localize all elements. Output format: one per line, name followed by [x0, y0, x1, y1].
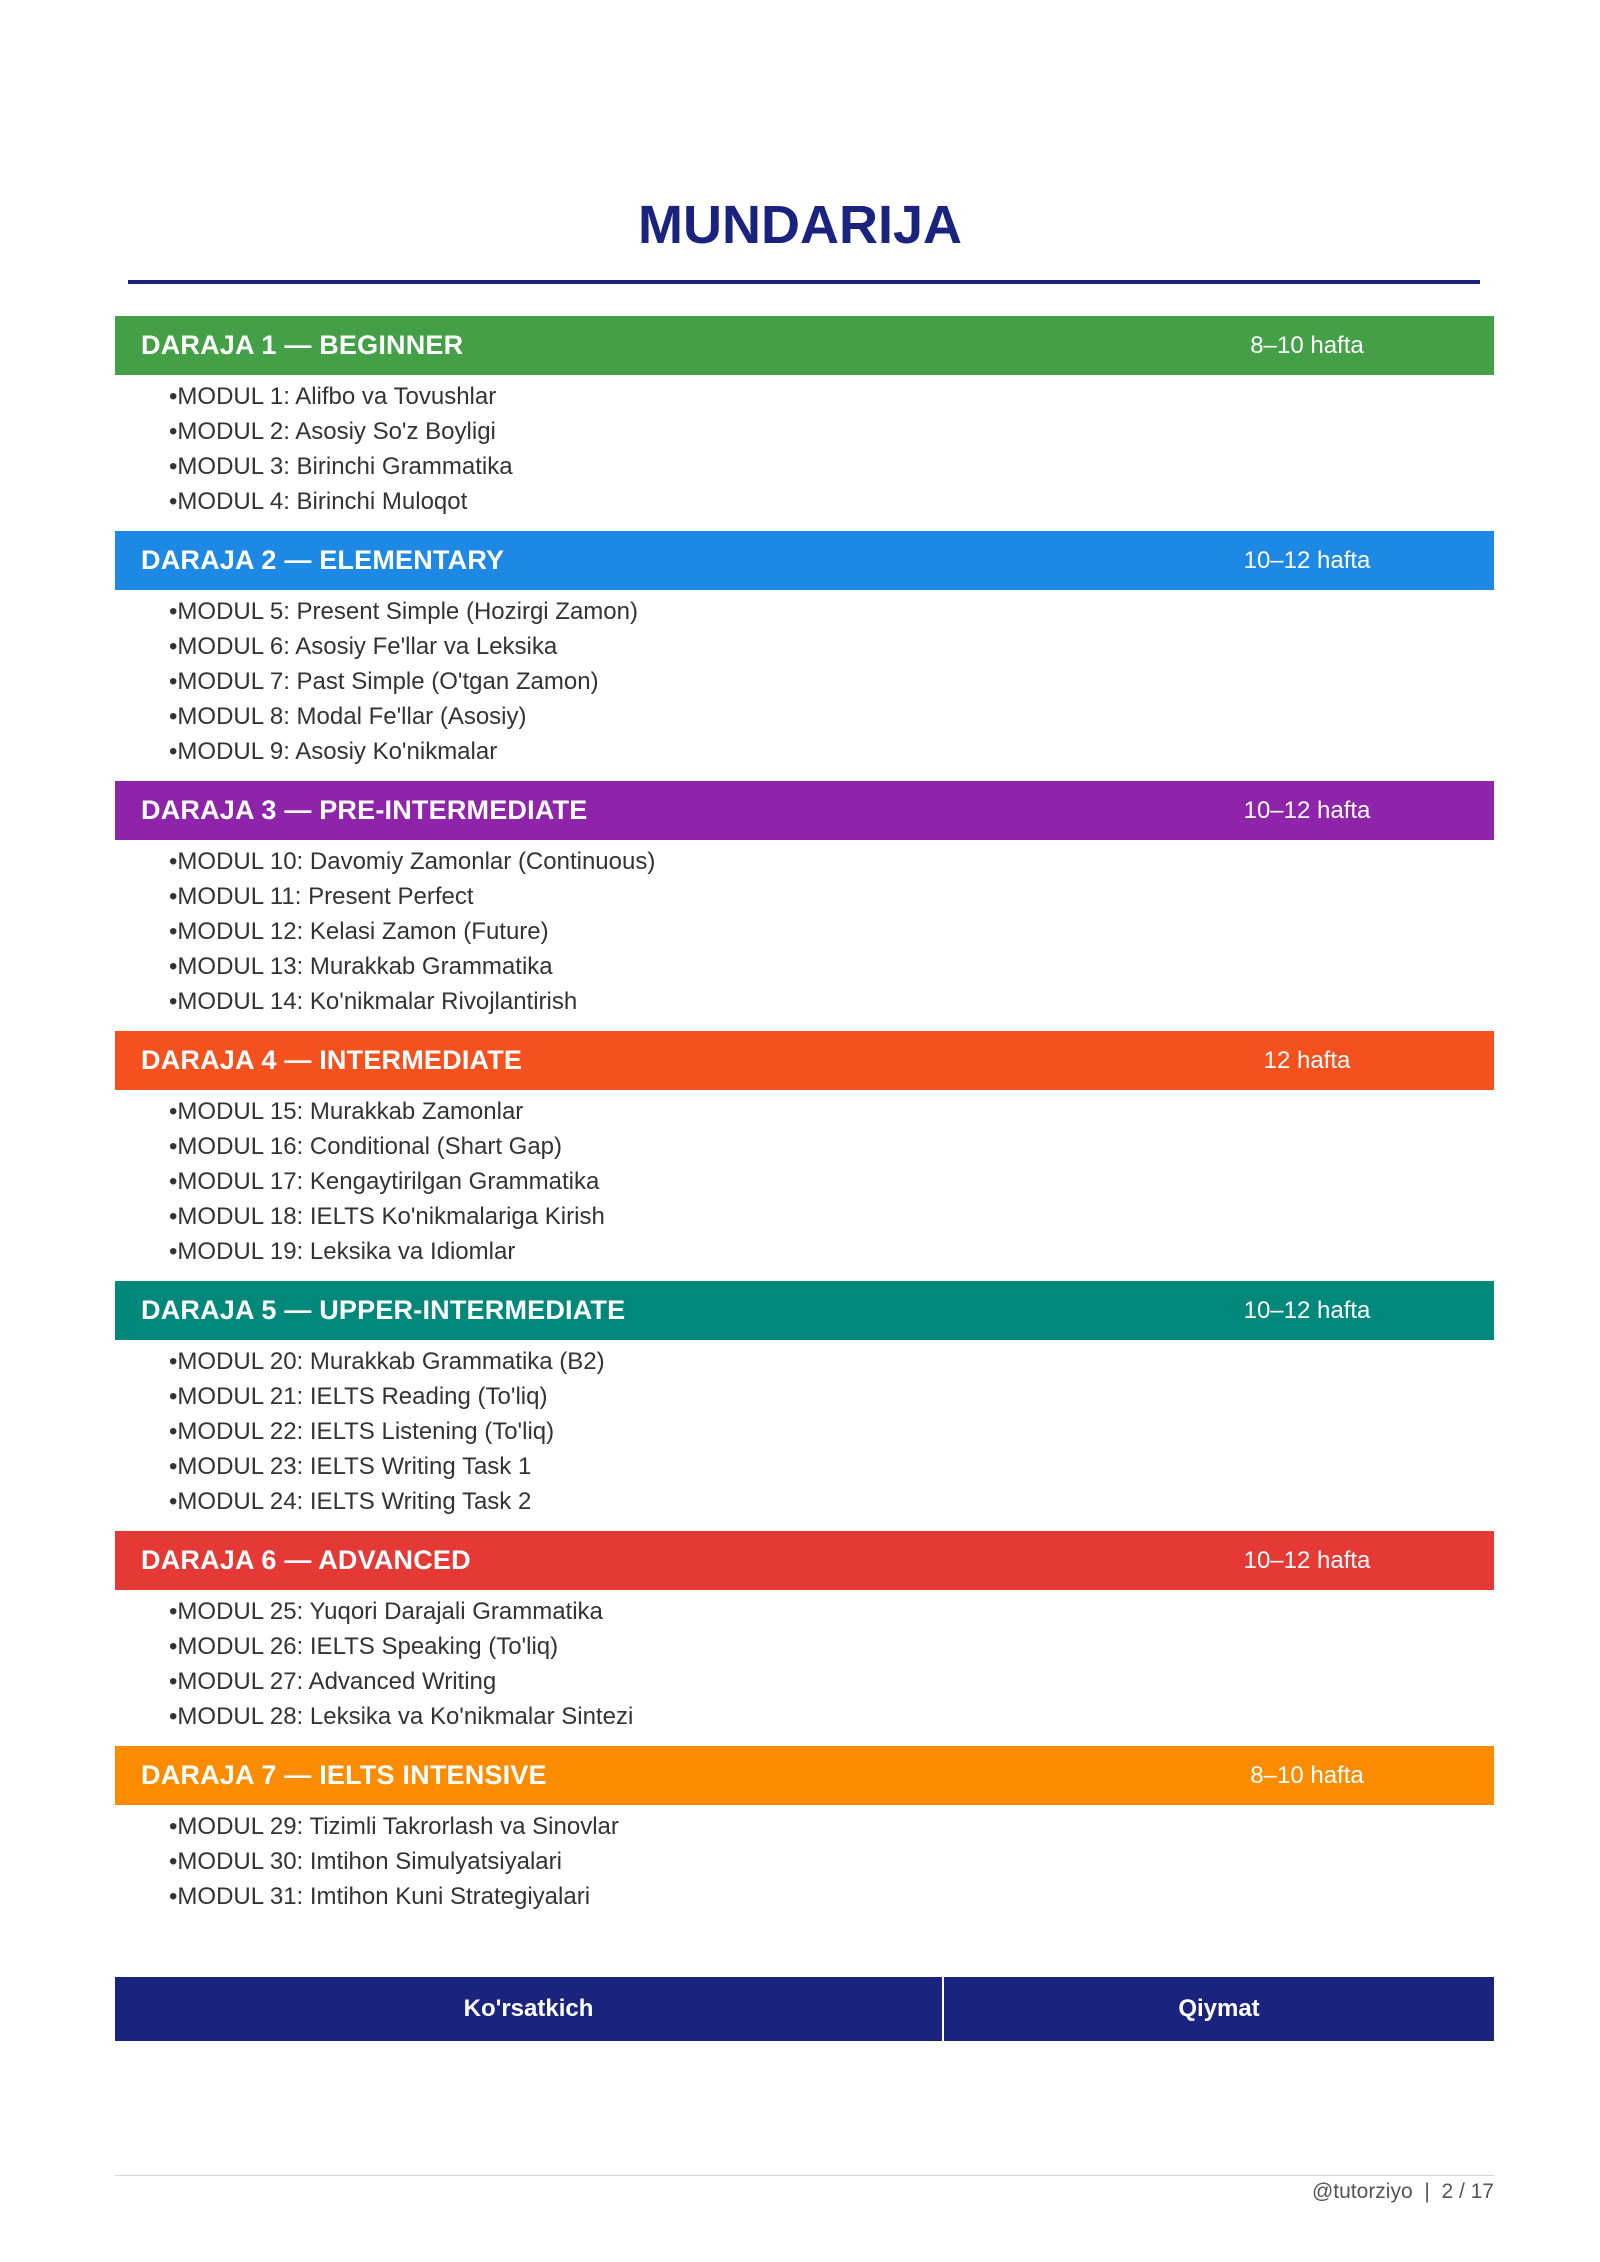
module-item[interactable]: • MODUL 7: Past Simple (O'tgan Zamon) — [169, 664, 1494, 699]
level-title: DARAJA 5 — UPPER-INTERMEDIATE — [141, 1295, 626, 1325]
level-header[interactable] — [115, 531, 1494, 590]
level-section — [115, 781, 1494, 1031]
module-item[interactable]: • MODUL 5: Present Simple (Hozirgi Zamon) — [169, 594, 1494, 629]
module-item[interactable]: • MODUL 14: Ko'nikmalar Rivojlantirish — [169, 984, 1494, 1019]
level-title: DARAJA 7 — IELTS INTENSIVE — [141, 1760, 547, 1790]
level-duration: 10–12 hafta — [1243, 796, 1371, 824]
level-title: DARAJA 6 — ADVANCED — [141, 1545, 471, 1575]
module-item[interactable]: • MODUL 18: IELTS Ko'nikmalariga Kirish — [169, 1199, 1494, 1234]
level-section — [115, 1746, 1494, 1926]
module-list — [115, 590, 1494, 781]
level-duration: 8–10 hafta — [1250, 331, 1364, 359]
level-header[interactable] — [115, 1031, 1494, 1090]
module-item[interactable]: • MODUL 6: Asosiy Fe'llar va Leksika — [169, 629, 1494, 664]
module-item[interactable]: • MODUL 30: Imtihon Simulyatsiyalari — [169, 1844, 1494, 1879]
module-item[interactable]: • MODUL 27: Advanced Writing — [169, 1664, 1494, 1699]
level-duration: 8–10 hafta — [1250, 1761, 1364, 1789]
module-list — [115, 1340, 1494, 1531]
module-item[interactable]: • MODUL 4: Birinchi Muloqot — [169, 484, 1494, 519]
title-divider — [128, 280, 1480, 284]
module-item[interactable]: • MODUL 15: Murakkab Zamonlar — [169, 1094, 1494, 1129]
level-duration: 12 hafta — [1263, 1046, 1351, 1074]
module-item[interactable]: • MODUL 22: IELTS Listening (To'liq) — [169, 1414, 1494, 1449]
module-item[interactable]: • MODUL 31: Imtihon Kuni Strategiyalari — [169, 1879, 1494, 1914]
module-item[interactable]: • MODUL 11: Present Perfect — [169, 879, 1494, 914]
level-title: DARAJA 3 — PRE-INTERMEDIATE — [141, 795, 588, 825]
level-section — [115, 316, 1494, 531]
module-item[interactable]: • MODUL 9: Asosiy Ko'nikmalar — [169, 734, 1494, 769]
module-item[interactable]: • MODUL 25: Yuqori Darajali Grammatika — [169, 1594, 1494, 1629]
level-header[interactable] — [115, 316, 1494, 375]
module-item[interactable]: • MODUL 17: Kengaytirilgan Grammatika — [169, 1164, 1494, 1199]
module-item[interactable]: • MODUL 19: Leksika va Idiomlar — [169, 1234, 1494, 1269]
module-list — [115, 840, 1494, 1031]
table-of-contents — [115, 316, 1494, 1926]
summary-header-value: Qiymat — [1178, 1995, 1260, 2022]
module-list — [115, 1090, 1494, 1281]
module-item[interactable]: • MODUL 2: Asosiy So'z Boyligi — [169, 414, 1494, 449]
level-title: DARAJA 4 — INTERMEDIATE — [141, 1045, 523, 1075]
module-item[interactable]: • MODUL 16: Conditional (Shart Gap) — [169, 1129, 1494, 1164]
module-list — [115, 375, 1494, 531]
level-section — [115, 1031, 1494, 1281]
module-item[interactable]: • MODUL 24: IELTS Writing Task 2 — [169, 1484, 1494, 1519]
module-list — [115, 1805, 1494, 1926]
level-header[interactable] — [115, 1746, 1494, 1805]
module-list — [115, 1590, 1494, 1746]
level-duration: 10–12 hafta — [1243, 1546, 1371, 1574]
module-item[interactable]: • MODUL 21: IELTS Reading (To'liq) — [169, 1379, 1494, 1414]
page-title: MUNDARIJA — [638, 195, 962, 255]
module-item[interactable]: • MODUL 1: Alifbo va Tovushlar — [169, 379, 1494, 414]
level-duration: 10–12 hafta — [1243, 546, 1371, 574]
page-footer: @tutorziyo | 2 / 17 — [1311, 2180, 1494, 2203]
level-section — [115, 1531, 1494, 1746]
summary-table-header — [115, 1977, 1494, 2041]
module-item[interactable]: • MODUL 20: Murakkab Grammatika (B2) — [169, 1344, 1494, 1379]
level-header[interactable] — [115, 781, 1494, 840]
module-item[interactable]: • MODUL 26: IELTS Speaking (To'liq) — [169, 1629, 1494, 1664]
module-item[interactable]: • MODUL 28: Leksika va Ko'nikmalar Sintezi — [169, 1699, 1494, 1734]
module-item[interactable]: • MODUL 12: Kelasi Zamon (Future) — [169, 914, 1494, 949]
module-item[interactable]: • MODUL 13: Murakkab Grammatika — [169, 949, 1494, 984]
level-section — [115, 1281, 1494, 1531]
module-item[interactable]: • MODUL 3: Birinchi Grammatika — [169, 449, 1494, 484]
footer-divider — [115, 2175, 1494, 2176]
module-item[interactable]: • MODUL 8: Modal Fe'llar (Asosiy) — [169, 699, 1494, 734]
module-item[interactable]: • MODUL 23: IELTS Writing Task 1 — [169, 1449, 1494, 1484]
level-title: DARAJA 1 — BEGINNER — [141, 330, 464, 360]
level-title: DARAJA 2 — ELEMENTARY — [141, 545, 505, 575]
summary-header-indicator: Ko'rsatkich — [115, 1977, 944, 2041]
level-section — [115, 531, 1494, 781]
level-header[interactable] — [115, 1531, 1494, 1590]
level-header[interactable] — [115, 1281, 1494, 1340]
module-item[interactable]: • MODUL 10: Davomiy Zamonlar (Continuous) — [169, 844, 1494, 879]
level-duration: 10–12 hafta — [1243, 1296, 1371, 1324]
module-item[interactable]: • MODUL 29: Tizimli Takrorlash va Sinovlar — [169, 1809, 1494, 1844]
